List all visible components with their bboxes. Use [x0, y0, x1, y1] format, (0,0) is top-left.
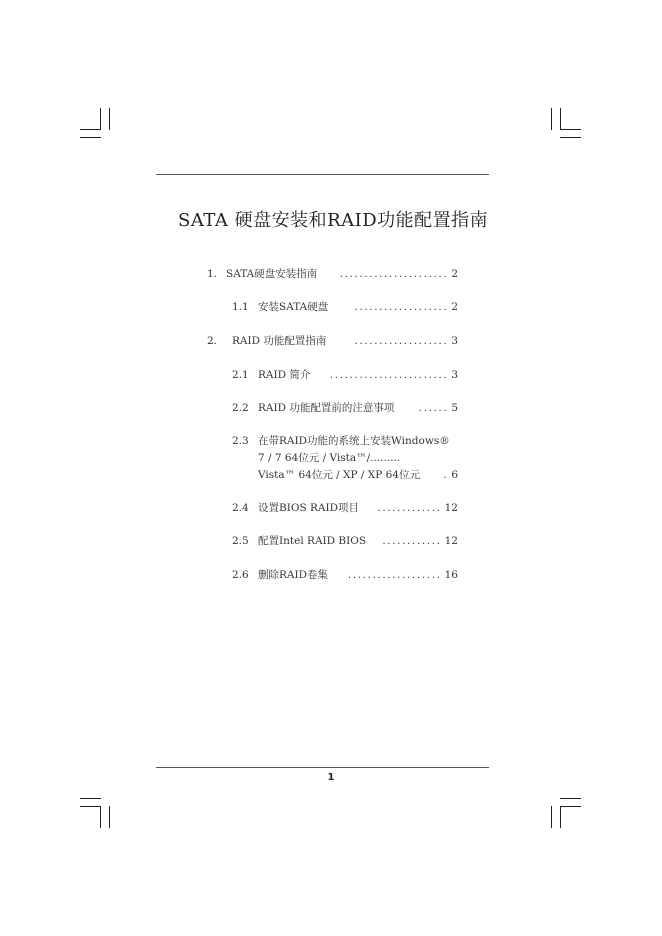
toc-entry-title-line3: Vista™ 64位元 / XP / XP 64位元 — [258, 469, 421, 481]
toc-entry-page: 3 — [451, 335, 458, 347]
crop-mark-bottom-left-v1 — [100, 806, 101, 828]
toc-entry-number: 2.3 — [232, 435, 249, 447]
toc-entry-title: SATA硬盘安装指南 — [226, 268, 318, 280]
toc-entry-page: 2 — [451, 268, 458, 280]
crop-mark-bottom-right-h2 — [560, 806, 581, 807]
toc-entry-page: 2 — [451, 301, 458, 313]
toc-entry-number: 1.1 — [232, 301, 249, 313]
toc-entry-page: 3 — [451, 369, 458, 381]
crop-mark-top-right-v2 — [560, 108, 561, 130]
toc-entry-leader: ................... — [354, 301, 449, 313]
toc-entry-number: 2.6 — [232, 569, 249, 581]
toc-entry-title: 设置BIOS RAID项目 — [258, 502, 360, 514]
toc-entry-title: 删除RAID卷集 — [258, 569, 329, 581]
toc-entry-title: 配置Intel RAID BIOS — [258, 535, 367, 547]
toc-entry-title: RAID 功能配置前的注意事项 — [258, 402, 395, 414]
toc-entry-leader: ............ — [382, 535, 442, 547]
toc-entry-title: 在带RAID功能的系统上安装Windows® — [258, 435, 450, 447]
crop-mark-bottom-right-h — [560, 798, 581, 799]
toc-entry-leader: ...................... — [339, 268, 449, 280]
toc-entry-number: 1. — [207, 268, 218, 280]
crop-mark-top-right-v1 — [551, 108, 552, 130]
toc-entry-title: 安装SATA硬盘 — [258, 301, 329, 313]
toc-entry-leader: . — [443, 469, 449, 481]
footer-rule — [156, 767, 489, 768]
toc-entry-title-line2: 7 / 7 64位元 / Vista™/......... — [258, 452, 401, 464]
toc-entry-title: RAID 功能配置指南 — [232, 335, 327, 347]
toc-entry-page: 6 — [451, 469, 458, 481]
toc-entry-number: 2.1 — [232, 369, 249, 381]
crop-mark-bottom-left-h2 — [80, 806, 101, 807]
crop-mark-bottom-right-v1 — [551, 806, 552, 828]
crop-mark-top-left-v1 — [100, 108, 101, 130]
header-rule — [156, 174, 489, 175]
document-title: SATA 硬盘安装和RAID功能配置指南 — [178, 210, 489, 231]
toc-entry-leader: ...... — [418, 402, 449, 414]
toc-entry-leader: ................... — [347, 569, 442, 581]
crop-mark-top-right-h2 — [560, 137, 581, 138]
crop-mark-bottom-left-v2 — [109, 806, 110, 828]
toc-entry-page: 5 — [451, 402, 458, 414]
crop-mark-top-right-h — [560, 129, 581, 130]
crop-mark-top-left-h — [80, 129, 101, 130]
crop-mark-top-left-h2 — [80, 137, 101, 138]
toc-entry-leader: ............. — [377, 502, 442, 514]
toc-entry-leader: ........................ — [329, 369, 449, 381]
toc-entry-title: RAID 简介 — [258, 369, 311, 381]
toc-entry-number: 2. — [207, 335, 218, 347]
toc-entry-number: 2.2 — [232, 402, 249, 414]
toc-entry-page: 12 — [444, 502, 458, 514]
toc-entry-leader: ................... — [354, 335, 449, 347]
crop-mark-top-left-v2 — [109, 108, 110, 130]
toc-entry-number: 2.4 — [232, 502, 249, 514]
crop-mark-bottom-right-v2 — [560, 806, 561, 828]
toc-entry-page: 12 — [444, 535, 458, 547]
toc-entry-page: 16 — [444, 569, 458, 581]
crop-mark-bottom-left-h — [80, 798, 101, 799]
page-number: 1 — [327, 772, 335, 783]
toc-entry-number: 2.5 — [232, 535, 249, 547]
